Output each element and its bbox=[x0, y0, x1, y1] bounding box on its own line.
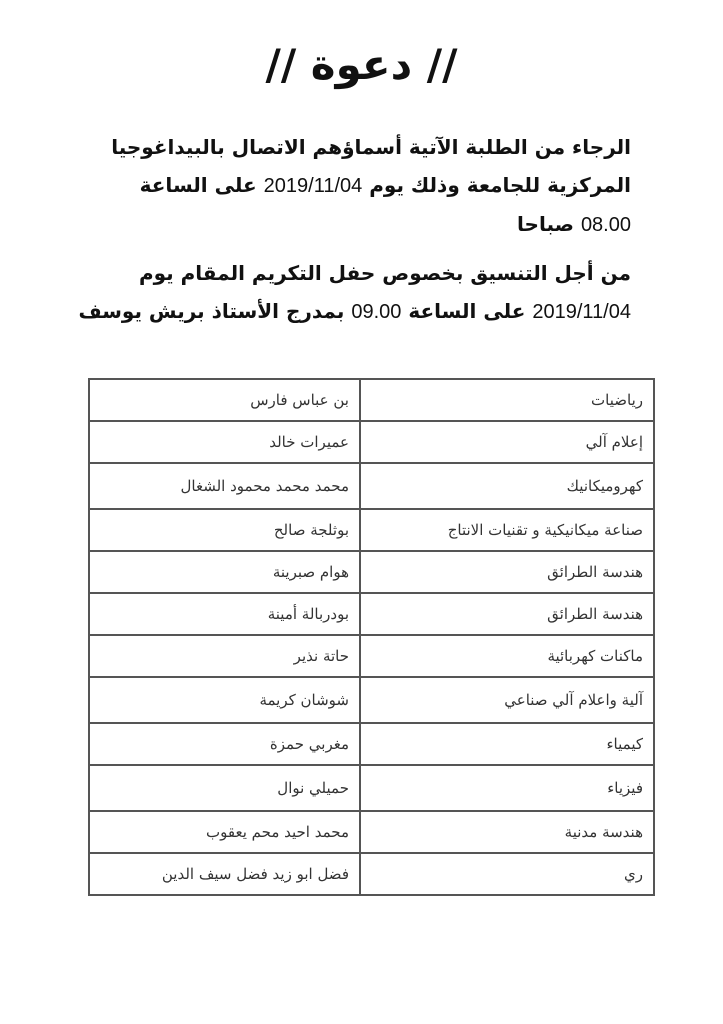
name-cell: فضل ابو زيد فضل سيف الدين bbox=[89, 853, 360, 895]
name-cell: بودربالة أمينة bbox=[89, 593, 360, 635]
table-row bbox=[89, 551, 654, 593]
specialty-cell: كهروميكانيك bbox=[360, 463, 654, 509]
name-cell: محمد احيد محم يعقوب bbox=[89, 811, 360, 853]
p1-time: 08.00 bbox=[580, 214, 631, 236]
name-cell: حاتة نذير bbox=[89, 635, 360, 677]
table-row bbox=[89, 593, 654, 635]
specialty-cell: فيزياء bbox=[360, 765, 654, 811]
specialty-cell: هندسة الطرائق bbox=[360, 593, 654, 635]
table-row bbox=[89, 463, 654, 509]
specialty-cell: ماكنات كهربائية bbox=[360, 635, 654, 677]
p1-line-d: صباحا bbox=[517, 212, 574, 236]
page-title bbox=[0, 40, 723, 89]
students-table bbox=[88, 378, 655, 896]
specialty-cell: ري bbox=[360, 853, 654, 895]
specialty-cell: صناعة ميكانيكية و تقنيات الانتاج bbox=[360, 509, 654, 551]
p1-line-a: الرجاء من الطلبة الآتية أسماؤهم الاتصال بالبيداغوجيا bbox=[111, 135, 631, 159]
table-row bbox=[89, 677, 654, 723]
name-cell: حميلي نوال bbox=[89, 765, 360, 811]
table-row bbox=[89, 765, 654, 811]
p2-line-a: من أجل التنسيق بخصوص حفل التكريم المقام يوم bbox=[138, 261, 631, 285]
table-row bbox=[89, 723, 654, 765]
title-text: دعوة // bbox=[265, 40, 413, 89]
p2-date: 2019/11/04 bbox=[532, 301, 631, 323]
specialty-cell: إعلام آلي bbox=[360, 421, 654, 463]
p2-line-b: على الساعة bbox=[408, 299, 526, 323]
specialty-cell: رياضيات bbox=[360, 379, 654, 421]
table-row bbox=[89, 421, 654, 463]
table-row bbox=[89, 509, 654, 551]
title-prefix: // bbox=[426, 40, 458, 89]
table-row bbox=[89, 811, 654, 853]
paragraph-invitation bbox=[71, 128, 631, 244]
p1-date: 2019/11/04 bbox=[263, 175, 363, 197]
name-cell: عميرات خالد bbox=[89, 421, 360, 463]
name-cell: هوام صبرينة bbox=[89, 551, 360, 593]
p2-line-c: بمدرج الأستاذ بريش يوسف bbox=[78, 299, 345, 323]
specialty-cell: هندسة الطرائق bbox=[360, 551, 654, 593]
table-row bbox=[89, 379, 654, 421]
p2-time: 09.00 bbox=[351, 301, 402, 323]
name-cell: شوشان كريمة bbox=[89, 677, 360, 723]
p1-line-b: المركزية للجامعة وذلك يوم bbox=[369, 173, 631, 197]
name-cell: محمد محمد محمود الشغال bbox=[89, 463, 360, 509]
name-cell: مغربي حمزة bbox=[89, 723, 360, 765]
specialty-cell: هندسة مدنية bbox=[360, 811, 654, 853]
name-cell: بن عباس فارس bbox=[89, 379, 360, 421]
table-row bbox=[89, 853, 654, 895]
table-row bbox=[89, 635, 654, 677]
specialty-cell: كيمياء bbox=[360, 723, 654, 765]
paragraph-ceremony bbox=[71, 254, 631, 331]
name-cell: بوثلجة صالح bbox=[89, 509, 360, 551]
specialty-cell: آلية واعلام آلي صناعي bbox=[360, 677, 654, 723]
p1-line-c: على الساعة bbox=[139, 173, 257, 197]
